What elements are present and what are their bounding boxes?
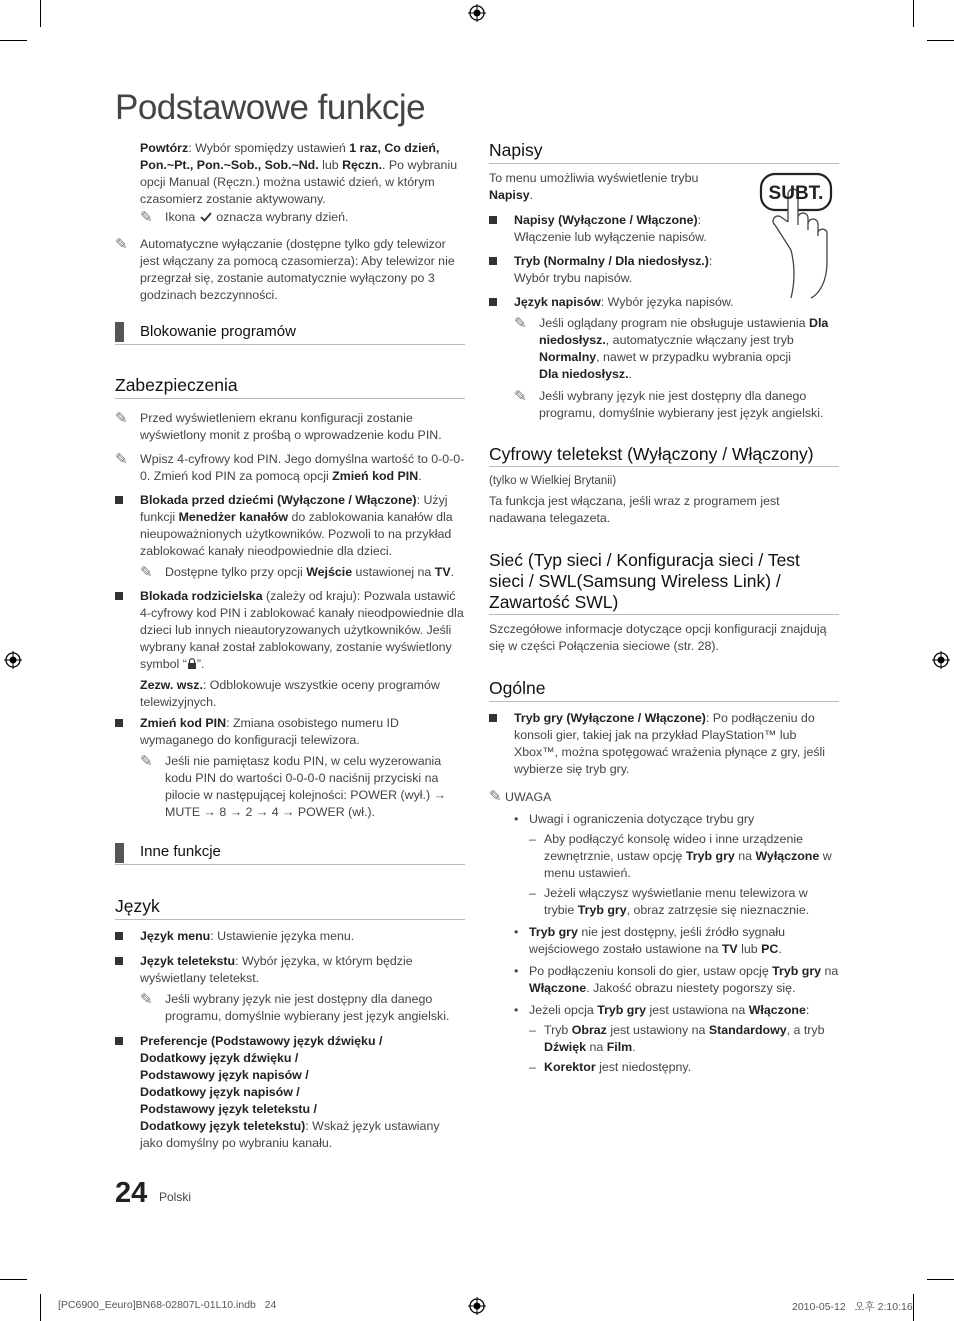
network-content [489,621,839,655]
subtitles-intro-end: . [529,188,534,202]
menu-language-item [115,928,465,945]
parental-text: (zależy od kraju): Pozwala ustawić 4-cyfrowy kod PIN i zablokować kanały nieodpowiednie dla dzieci lub innych nieautoryzowanych użytkowników. Jeśli wybrany kanał został zablokowany, zostanie wyświetlony symbol “ [140,589,464,671]
dash-icon: – [529,886,536,900]
divider [115,344,465,345]
teletext-language-note [140,991,465,1025]
crop-mark [0,40,27,41]
divider [115,398,465,399]
crop-mark [913,0,914,27]
uwaga-subitem-end: . [632,1040,636,1054]
pin-note-power-2: POWER [297,805,345,819]
uwaga-subitem-bold: Tryb gry [577,903,627,917]
repeat-manual: Ręczn. [342,158,383,172]
pref-line: Dodatkowy język napisów / [140,1085,300,1099]
divider [489,614,839,615]
section-siec-line: Sieć (Typ sieci / Konfiguracja sieci / Test [489,550,800,570]
subtitles-content [489,170,839,422]
pin-item [115,715,465,821]
pin-note-seq: → 8 → 2 → 4 → [200,805,298,819]
uwaga-subitem-text-4: na [586,1040,607,1054]
divider [489,466,839,467]
section-jezyk: Język [115,896,160,916]
crop-mark [927,40,954,41]
uwaga-item-4 [514,1002,839,1076]
crop-mark [0,1279,27,1280]
subtitles-note-2 [514,388,839,422]
child-lock-bold: Menedżer kanałów [178,510,289,524]
uwaga-item-4-text-2: jest ustawiona na [646,1003,749,1017]
icon-note [140,209,465,226]
uwaga-subitem [529,885,839,919]
crop-mark [40,1294,41,1321]
crop-mark [927,1279,954,1280]
teletext-uk-note: (tylko w Wielkiej Brytanii) [489,475,617,487]
note-pen-icon: ✎ [514,388,527,405]
uwaga-subitem [529,1059,839,1076]
registration-mark-icon [4,651,22,669]
uwaga-item-2-or: lub [737,942,762,956]
repeat-text-2: . Po wybraniu opcji Manual (Ręczn.) można ustawić dzień, w którym czasomierz zostanie aktywowany. [140,158,458,206]
uwaga-heading [489,788,839,806]
uwaga-list [489,811,839,1076]
parental-item [115,588,465,711]
subtitles-language-label: Język napisów [514,295,601,309]
uwaga-item-3-bold: Tryb gry [772,964,822,978]
subtitles-note-1-text-3: , nawet w przypadku wybrania opcji [596,350,792,364]
registration-mark-icon [468,4,486,22]
uwaga-item-3-text: Po podłączeniu konsoli do gier, ustaw opcję [529,964,773,978]
subtitles-note-1-bold: Dla niedosłysz. [539,316,829,347]
uwaga-item-3 [514,963,839,997]
bullet-dot-icon: • [514,964,519,978]
subtitles-mode-item [489,253,744,287]
registration-mark-icon [932,651,950,669]
dash-icon: – [529,832,536,846]
pin-label: Zmień kod PIN [140,716,227,730]
teletext-description: Ta funkcja jest włączana, jeśli wraz z programem jest nadawana telegazeta. [489,494,780,525]
child-note-text: Dostępne tylko przy opcji [165,565,307,579]
repeat-paragraph [115,140,465,226]
dash-icon: – [529,1060,536,1074]
pin-note-on: (wł.). [344,805,375,819]
menu-language-text: : Ustawienie języka menu. [210,929,355,943]
auto-off-text: Automatyczne wyłączanie (dostępne tylko gdy telewizor jest włączany za pomocą czasomierza): Aby telewizor nie przegrzał się, zostanie automatycznie wyłączony po 3 godzinach bezczynności. [140,237,455,302]
uwaga-item-3-text-3: . Jakość obrazu niestety pogorszy się. [586,981,796,995]
bullet-square-icon [115,592,123,600]
repeat-label: Powtórz [140,141,189,155]
uwaga-item-3-text-2: na [821,964,839,978]
subhead-blokowanie: Blokowanie programów [140,323,296,340]
menu-language-label: Język menu [140,929,211,943]
bullet-square-icon [489,257,497,265]
teletext-note-text: Jeśli wybrany język nie jest dostępny dla danego programu, domyślnie wybierany jest język angielski. [165,992,450,1023]
left-column [115,140,465,304]
bullet-square-icon [115,957,123,965]
pref-line: Podstawowy język napisów / [140,1068,309,1082]
uwaga-item-4-end: : [805,1003,810,1017]
security-note-2-text: Wpisz 4-cyfrowy kod PIN. Jego domyślna wartość to 0-0-0-0. Zmień kod PIN za pomocą opcji [140,452,465,483]
parental-label: Blokada rodzicielska [140,589,263,603]
child-lock-text: : Użyj funkcji [140,493,448,524]
teletext-language-item [115,953,465,1025]
footer-language: Polski [159,1190,192,1204]
uwaga-subitem-bold-2: Standardowy [708,1023,787,1037]
note-pen-icon: ✎ [140,753,153,770]
uwaga-item-1 [514,811,839,919]
bullet-square-icon [115,496,123,504]
pin-text: : Zmiana osobistego numeru ID wymaganego do konfiguracji telewizora. [140,716,399,747]
pref-line: Dodatkowy język dźwięku / [140,1051,299,1065]
security-note-2 [115,451,465,485]
uwaga-subitem [529,831,839,882]
child-note-end: . [450,565,455,579]
security-note-2-bold: Zmień kod PIN [332,469,419,483]
subtitles-onoff-text: : Włączenie lub wyłączenie napisów. [514,213,707,244]
uwaga-item-2 [514,924,839,958]
page-title: Podstawowe funkcje [115,88,426,127]
child-lock-label: Blokada przed dziećmi (Wyłączone / Włączone) [140,493,417,507]
security-note-1 [115,410,465,444]
dash-icon: – [529,1023,536,1037]
pin-note-off: (wył.) → [397,788,446,802]
subtitles-mode-label: Tryb (Normalny / Dla niedosłysz.) [514,254,709,268]
section-siec-line: Zawartość SWL) [489,592,619,612]
divider [489,701,839,702]
uwaga-subitem-text-2: , obraz zatrzęsie się nieznacznie. [626,903,810,917]
uwaga-item-2-text: nie jest dostępny, jeśli źródło sygnału wejściowego zostało ustawione na [529,925,785,956]
uwaga-subitem-text-3: w menu ustawień. [544,849,832,880]
icon-note-text: Ikona [165,210,199,224]
uwaga-item-4-bold: Tryb gry [597,1003,647,1017]
pref-line: Preferencje (Podstawowy język dźwięku / [140,1034,383,1048]
child-lock-item [115,492,465,581]
bullet-square-icon [489,298,497,306]
child-lock-text-2: do zablokowania kanałów dla nieupoważnionych użytkowników. Pozwoli to na przykład zablokować kanały nieodpowiednie dla dzieci. [140,510,453,558]
note-pen-icon: ✎ [140,564,153,581]
uwaga-subitem-text-3: , a tryb [786,1023,825,1037]
subtitles-onoff-item [489,212,714,246]
subtitles-intro-bold: Napisy [489,188,530,202]
subtitles-language-text: : Wybór języka napisów. [600,295,734,309]
uwaga-subitem-bold-4: Film [606,1040,633,1054]
lock-icon [187,658,197,669]
repeat-or: lub [318,158,343,172]
section-zabezpieczenia: Zabezpieczenia [115,375,238,395]
note-pen-icon: ✎ [514,315,527,332]
page-number: 24 [115,1177,148,1209]
divider [115,864,465,865]
pin-note-text: Jeśli nie pamiętasz kodu PIN, w celu wyzerowania kodu PIN do wartości 0-0-0-0 naciśnij przyciski na pilocie w następującej kolejności: [165,754,442,802]
pin-note-mute: MUTE [165,805,201,819]
game-mode-label: Tryb gry (Wyłączone / Włączone) [514,711,706,725]
bullet-square-icon [115,932,123,940]
uwaga-subitem-bold-2: Wyłączone [755,849,820,863]
subhead-bar [115,843,124,863]
general-content [489,710,839,1076]
note-pen-icon: ✎ [115,236,128,253]
subhead-bar [115,322,124,342]
note-pen-icon: ✎ [115,410,128,427]
uwaga-subitem-bold: Obraz [571,1023,607,1037]
subtitles-note-1 [514,315,839,383]
parental-end: ”. [196,657,205,671]
section-cyfrowy-teletekst: Cyfrowy teletekst (Wyłączony / Włączony) [489,444,814,464]
uwaga-subitem-text-2: na [734,849,756,863]
teletext-content [489,473,839,527]
uwaga-subitem-text-2: jest ustawiony na [606,1023,709,1037]
child-lock-note [140,564,465,581]
security-note-1-text: Przed wyświetleniem ekranu konfiguracji zostanie wyświetlony monit z prośbą o wprowadzenie kodu PIN. [140,411,442,442]
game-mode-text: : Po podłączeniu do konsoli gier, takiej jak na przykład PlayStation™ lub Xbox™, można spotęgować wrażenia płynące z gry, jeśli wybierze się tryb gry. [514,711,826,776]
subt-button: SUBT. [768,183,824,204]
preferences-item [115,1033,465,1152]
bullet-dot-icon: • [514,925,519,939]
subtitles-note-1-normal: Normalny [539,350,597,364]
divider [489,163,839,164]
footer-file: [PC6900_Eeuro]BN68-02807L-01L10.indb 24 [58,1299,277,1311]
pref-last: Dodatkowy język teletekstu) [140,1119,306,1133]
note-pen-icon: ✎ [115,451,128,468]
subtitles-note-1-bold-2: Dla niedosłysz. [539,367,629,381]
section-ogolne: Ogólne [489,678,546,698]
uwaga-item-4-bold-2: Włączone [748,1003,806,1017]
network-description: Szczegółowe informacje dotyczące opcji konfiguracji znajdują się w części Połączenia sieciowe (str. 28). [489,622,827,653]
pin-note [140,753,465,821]
bullet-square-icon [115,719,123,727]
bullet-square-icon [115,1037,123,1045]
crop-mark [40,0,41,27]
registration-mark-icon [468,1297,486,1315]
subtitles-mode-text: : Wybór trybu napisów. [514,254,713,285]
bullet-dot-icon: • [514,1003,519,1017]
uwaga-subitem-text: Aby podłączyć konsolę wideo i inne urządzenie zewnętrznie, ustaw opcję [544,832,803,863]
uwaga-label: UWAGA [505,790,552,804]
uwaga-item-2-tv: TV [721,942,738,956]
subtitles-note-2-text: Jeśli wybrany język nie jest dostępny dla danego programu, domyślnie wybierany jest język angielski. [539,389,824,420]
section-siec [489,550,839,613]
auto-off-note [115,236,465,304]
repeat-text: : Wybór spomiędzy ustawień [188,141,350,155]
subhead-inne-funkcje: Inne funkcje [140,843,221,860]
uwaga-subitem-bold-3: Dźwięk [544,1040,587,1054]
repeat-options: 1 raz, Co dzień, Pon.~Pt., Pon.~Sob., Sob.~Nd. [140,141,440,172]
unlock-label: Zezw. wsz. [140,678,203,692]
uwaga-subitem-text: Jeżeli włączysz wyświetlanie menu telewizora w trybie [544,886,808,917]
footer-date: 2010-05-12 오후 2:10:16 [792,1301,913,1313]
subtitles-onoff-label: Napisy (Wyłączone / Włączone) [514,213,698,227]
uwaga-item-4-text: Jeżeli opcja [529,1003,598,1017]
pref-line: Podstawowy język teletekstu / [140,1102,317,1116]
child-note-text-2: ustawionej na [352,565,435,579]
security-content [115,410,465,821]
pref-text: : Wskaż język ustawiany jako domyślny po wybraniu kanału. [140,1119,440,1150]
teletext-language-text: : Wybór języka, w którym będzie wyświetlany teletekst. [140,954,413,985]
uwaga-subitem-text: jest niedostępny. [595,1060,692,1074]
subtitles-note-1-end: . [628,367,632,381]
uwaga-item-2-end: . [778,942,782,956]
bullet-square-icon [489,216,497,224]
bullet-dot-icon: • [514,812,519,826]
subtitles-note-1-text: Jeśli oglądany program nie obsługuje ustawienia [539,316,810,330]
uwaga-subitem [529,1022,839,1056]
uwaga-item-2-pc: PC [761,942,779,956]
section-siec-line: sieci / SWL(Samsung Wireless Link) / [489,571,781,591]
check-icon [199,211,213,223]
divider [115,919,465,920]
subtitles-note-1-text-2: , automatycznie włączany jest tryb [605,333,794,347]
teletext-language-label: Język teletekstu [140,954,236,968]
note-pen-icon: ✎ [489,788,502,805]
bullet-square-icon [489,714,497,722]
uwaga-item-3-bold-2: Włączone [529,981,587,995]
language-content [115,928,465,1152]
note-pen-icon: ✎ [140,209,153,226]
game-mode-item [489,710,839,778]
uwaga-item-2-bold: Tryb gry [529,925,578,939]
child-note-tv: TV [434,565,451,579]
section-napisy: Napisy [489,140,543,160]
child-note-bold: Wejście [306,565,353,579]
security-note-2-end: . [418,469,422,483]
uwaga-item-1-text: Uwagi i ograniczenia dotyczące trybu gry [529,812,755,826]
uwaga-subitem-text: Tryb [544,1023,572,1037]
uwaga-subitem-bold: Korektor [544,1060,596,1074]
subtitles-intro: To menu umożliwia wyświetlenie trybu [489,171,699,185]
note-pen-icon: ✎ [140,991,153,1008]
pin-note-power: POWER [350,788,398,802]
uwaga-subitem-bold: Tryb gry [685,849,735,863]
crop-mark [913,1294,914,1321]
unlock-text: : Odblokowuje wszystkie oceny programów telewizyjnych. [140,678,440,709]
icon-note-text-2: oznacza wybrany dzień. [212,210,349,224]
subtitles-language-item [489,294,839,422]
